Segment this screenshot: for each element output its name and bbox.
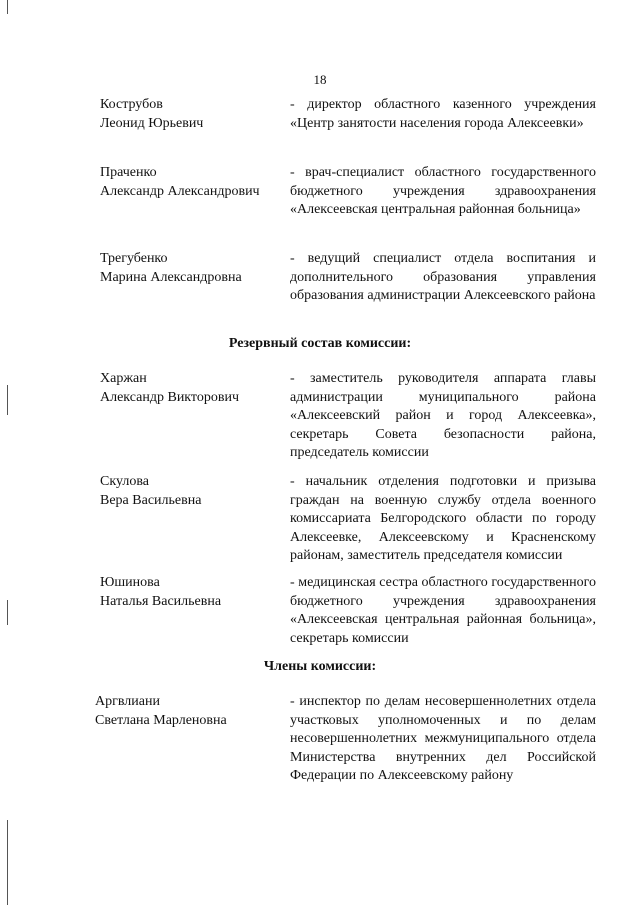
given-names: Александр Александрович <box>100 183 260 199</box>
person-name <box>100 473 280 510</box>
scan-mark-mid <box>7 385 8 415</box>
position-description: - врач-специалист областного государственного бюджетного учреждения здравоохранения «Алексеевская центральная районная больница» <box>290 165 596 217</box>
person-name <box>100 574 280 611</box>
position-description: - медицинская сестра областного государственного бюджетного учреждения здравоохранения «Алексеевская центральная районная больница», секретарь комиссии <box>290 575 596 646</box>
given-names: Вера Васильевна <box>100 492 202 508</box>
given-names: Марина Александровна <box>100 269 242 285</box>
members-section-heading: Члены комиссии: <box>263 659 377 674</box>
surname: Кострубов <box>100 97 163 112</box>
position-description: - заместитель руководителя аппарата главы администрации муниципального района «Алексеевский район и город Алексеевка», секретарь Совета безопасности района, председатель комиссии <box>290 371 596 460</box>
position-description: - ведущий специалист отдела воспитания и дополнительного образования управления образования администрации Алексеевского района <box>290 251 596 303</box>
surname: Юшинова <box>100 575 160 590</box>
person-name <box>95 693 275 730</box>
surname: Скулова <box>100 474 149 489</box>
given-names: Александр Викторович <box>100 389 240 405</box>
given-names: Наталья Васильевна <box>100 593 222 609</box>
given-names: Леонид Юрьевич <box>100 115 204 131</box>
person-name <box>100 250 280 287</box>
page-number: 18 <box>313 72 327 87</box>
position-description: - начальник отделения подготовки и призыва граждан на военную службу отдела военного комиссариата Белгородского области по городу Алексеевке, Алексеевскому и Красненскому районам, заместитель председателя комиссии <box>290 474 596 563</box>
person-name <box>100 164 280 201</box>
surname: Харжан <box>100 371 147 386</box>
person-name <box>100 96 280 133</box>
position-description: - директор областного казенного учреждения «Центр занятости населения города Алексеевки» <box>290 97 596 131</box>
surname: Аргвлиани <box>95 694 160 709</box>
scan-mark-top <box>7 0 8 14</box>
position-description: - инспектор по делам несовершеннолетних отдела участковых уполномоченных и по делам несовершеннолетних межмуниципального отдела Министерства внутренних дел Российской Федерации по Алексеевскому району <box>290 694 596 783</box>
scan-mark-bottom <box>7 820 8 905</box>
surname: Праченко <box>100 165 157 180</box>
surname: Трегубенко <box>100 251 168 266</box>
given-names: Светлана Марленовна <box>95 712 227 728</box>
person-name <box>100 370 280 407</box>
scan-mark-lower <box>7 600 8 625</box>
reserve-section-heading: Резервный состав комиссии: <box>228 336 412 351</box>
